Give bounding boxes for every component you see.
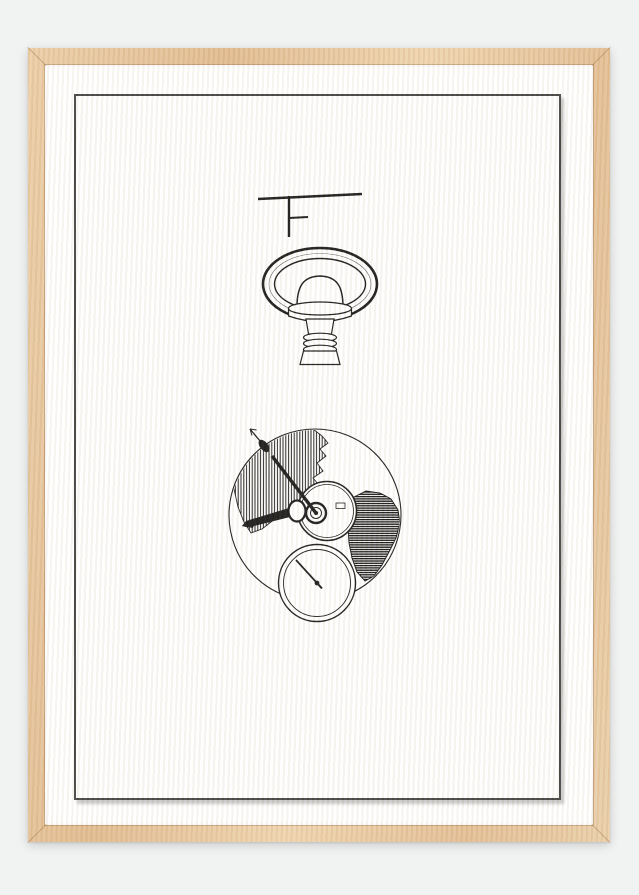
patent-print [74, 94, 561, 800]
patent-figure [150, 231, 480, 681]
watch-crown [289, 276, 352, 365]
frame-corner-seam [27, 47, 46, 66]
hour-hand-loop [289, 501, 306, 522]
figure-f-bar [289, 217, 308, 218]
crown-neck [306, 319, 334, 334]
frame-corner-seam [591, 47, 610, 66]
stem-base [300, 351, 340, 365]
frame-corner-seam [591, 824, 610, 843]
seconds-subdial [279, 545, 356, 622]
figure-f-overline [258, 194, 362, 199]
poster-frame [28, 48, 610, 842]
frame-corner-seam [27, 824, 46, 843]
poster-mat [45, 65, 593, 825]
